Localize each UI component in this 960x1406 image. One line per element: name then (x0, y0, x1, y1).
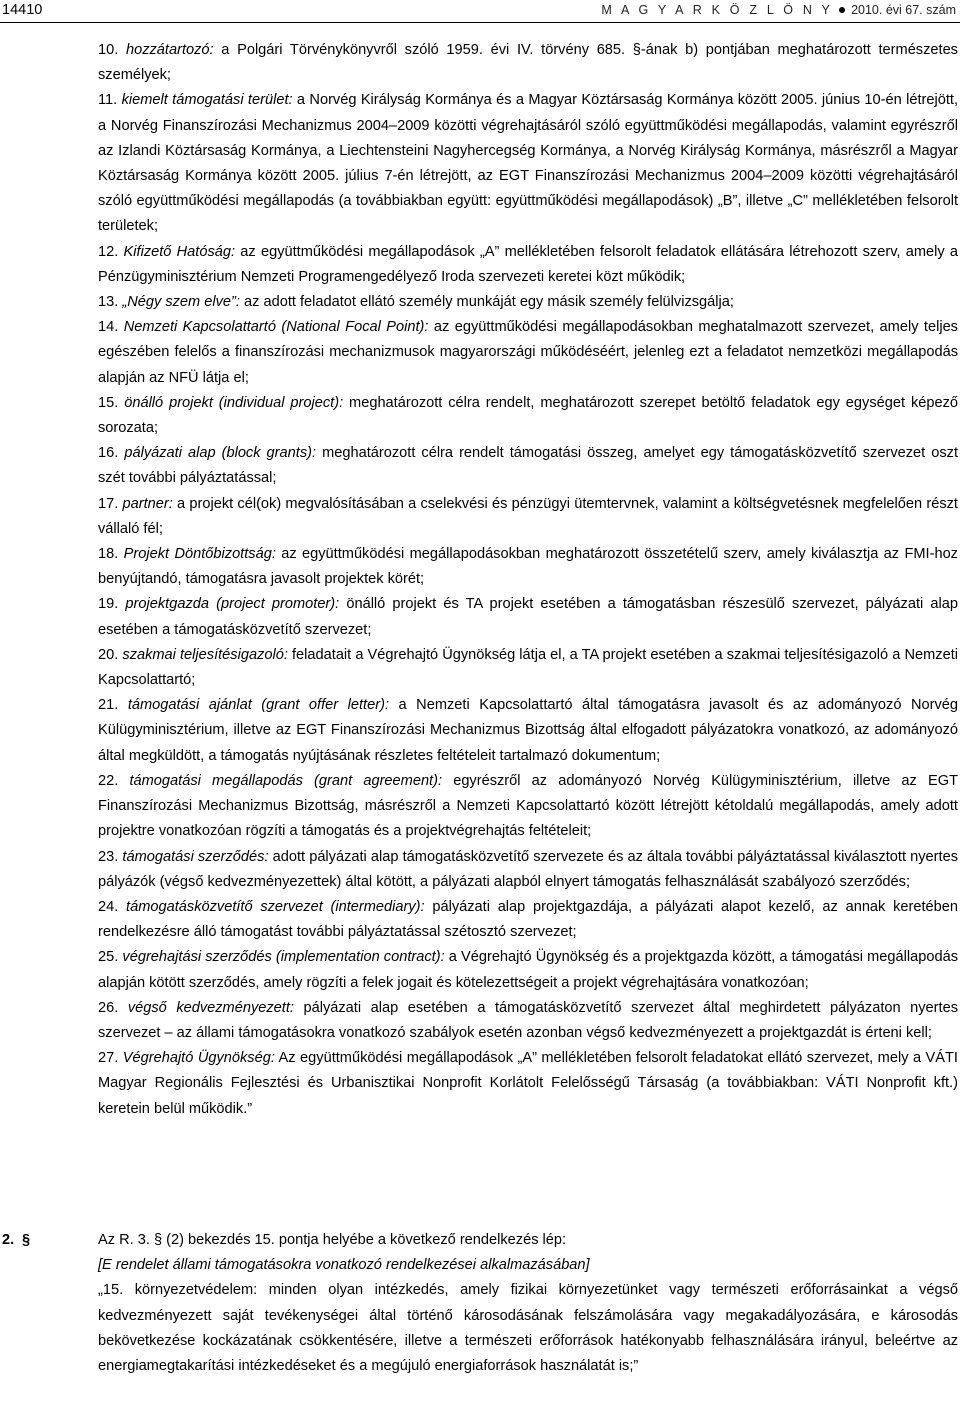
publication-name: M A G Y A R K Ö Z L Ö N Y (601, 3, 834, 17)
item-text: az együttműködési megállapodásokban meghatározott összetételű szerv, amely kiválasztja az FMI-hoz benyújtandó, támogatásra javasolt projektek körét; (98, 546, 958, 588)
item-number: 25. (98, 949, 119, 966)
item-number: 13. (98, 294, 119, 311)
item-text: feladatait a Végrehajtó Ügynökség látja el, a TA projekt esetében a szakmai teljesítésigazoló a Nemzeti Kapcsolattartó; (98, 646, 958, 689)
item-term: projektgazda (project promoter): (125, 596, 340, 613)
header-rule (0, 22, 960, 23)
item-term: partner: (122, 495, 173, 512)
item-term: önálló projekt (individual project): (124, 394, 344, 411)
definition-item (98, 492, 958, 542)
definition-item (98, 391, 958, 441)
definition-item (98, 290, 958, 315)
item-text: a Nemzeti Kapcsolattartó által támogatásra javasolt és az adományozó Norvég Külügyminisztérium, illetve az EGT Finanszírozási Mechanizmus Bizottság által elfogadott pályázatokra vonatkozó, az adományozó által megküldött, a támogatás nyújtásának részletes feltételeit tartalmazó dokumentum; (98, 697, 959, 764)
item-term: Kifizető Hatóság: (123, 243, 236, 260)
item-text: adott pályázati alap támogatásközvetítő szervezete és az általa további pályáztatással kiválasztott nyertes pályázók (végső kedvezményezettek) által kötött, a pályázati alapból elnyert támogatás felhasználását szabályozó szerződés; (98, 848, 958, 890)
item-number: 23. (98, 848, 119, 865)
page-header (0, 0, 960, 24)
item-text: az együttműködési megállapodásokban meghatalmazott szervezet, amely teljes egészében felelős a finanszírozási mechanizmusok magyarországi működéséért, jelenleg ezt a feladatot nemzetközi megállapodás alapján az NFÜ látja el; (98, 319, 958, 386)
definition-item (98, 542, 958, 592)
item-number: 11. (98, 92, 118, 109)
definition-item (98, 845, 958, 895)
item-text: egyrészről az adományozó Norvég Külügyminisztérium, illetve az EGT Finanszírozási Mechanizmus Bizottság, másrészről a Nemzeti Kapcsolattartó között létrejött kétoldalú megállapodás, amely adott projektre vonatkozóan rögzíti a támogatás és a projektvégrehajtás feltételeit; (98, 772, 958, 840)
item-number: 10. (98, 42, 119, 58)
item-text: meghatározott célra rendelt, meghatározott szerepet betöltő feladatok egy egységet képező sorozata; (98, 394, 959, 437)
page-number: 14410 (2, 2, 43, 18)
item-term: támogatási szerződés: (122, 848, 269, 865)
item-number: 17. (98, 495, 119, 512)
item-term: „Négy szem elve”: (122, 294, 240, 311)
item-number: 15. (98, 394, 119, 411)
item-number: 22. (98, 772, 119, 789)
item-number: 26. (98, 999, 119, 1016)
item-text: az adott feladatot ellátó személy munkáját egy másik személy felülvizsgálja; (239, 294, 734, 311)
definition-item (98, 1046, 958, 1122)
section-body (98, 1228, 958, 1379)
item-text: a Polgári Törvénykönyvről szóló 1959. évi IV. törvény 685. §-ának b) pontjában meghatározott természetes személyek; (98, 42, 958, 84)
item-term: támogatási ajánlat (grant offer letter): (127, 697, 390, 714)
definition-item (98, 643, 958, 693)
running-title (601, 0, 956, 20)
issue-label: 2010. évi 67. szám (851, 3, 956, 17)
item-term: végső kedvezményezett: (127, 999, 294, 1016)
section-heading: [E rendelet állami támogatásokra vonatkozó rendelkezései alkalmazásában] (98, 1257, 590, 1274)
item-text: pályázati alap projektgazdája, a pályázati alapot kezelő, az annak keretében rendelkezésre álló támogatást további pályáztatással szétosztó szervezet; (98, 898, 958, 941)
definition-item (98, 441, 958, 491)
definition-list (98, 38, 958, 1122)
section-text: „15. környezetvédelem: minden olyan intézkedés, amely fizikai környezetünket vagy természeti erőforrásainkat a végső kedvezményezett saját tevékenységei által történő károsodásának felszámolására vagy megakadályozására, e károsodás bekövetkezése kockázatának csökkentésére, illetve a természeti erőforrások hatékonyabb felhasználására irányul, beleértve az energiamegtakarítási intézkedéseket és a megújuló energiaforrások használatát is;” (98, 1282, 958, 1375)
definition-item (98, 315, 958, 391)
definition-item (98, 88, 958, 239)
item-number: 14. (98, 319, 119, 336)
definition-item (98, 769, 958, 845)
definition-item (98, 592, 958, 642)
bullet-separator-icon (839, 7, 845, 13)
item-text: a projekt cél(ok) megvalósításában a cselekvési és pénzügyi ütemtervnek, valamint a költségvetésnek megfelelően részt vállaló fél; (98, 495, 958, 537)
item-number: 18. (98, 546, 119, 563)
item-text: pályázati alap esetében a támogatásközvetítő szervezet által meghirdetett pályázaton nyertes szervezet – az állami támogatásokra vonatkozó szabályok esetén azonban végső kedvezményezett a projektgazdát is érteni kell; (98, 999, 958, 1041)
item-number: 12. (98, 243, 119, 260)
item-number: 20. (98, 646, 119, 663)
item-term: támogatásközvetítő szervezet (intermediary): (126, 898, 425, 915)
item-term: támogatási megállapodás (grant agreement): (129, 772, 443, 789)
definition-item (98, 240, 958, 290)
item-term: hozzátartozó: (125, 42, 214, 58)
item-term: szakmai teljesítésigazoló: (122, 646, 288, 663)
item-number: 24. (98, 898, 119, 915)
definition-item (98, 895, 958, 945)
item-text: a Norvég Királyság Kormánya és a Magyar Köztársaság Kormánya között 2005. június 10-én létrejött, a Norvég Finanszírozási Mechanizmus 2004–2009 közötti végrehajtásáról szóló együttműködési megállapodás, valamint egyrészről az Izlandi Köztársaság Kormánya, a Liechtensteini Nagyhercegség Kormánya, a Norvég Királyság Kormánya, másrészről a Magyar Köztársaság Kormánya között 2005. július 7-én létrejött, az EGT Finanszírozási Mechanizmus 2004–2009 közötti végrehajtásáról szóló együttműködési megállapodás (a továbbiakban együtt: együttműködési megállapodások) „B”, illetve „C” mellékletében felsorolt területek; (98, 92, 959, 235)
item-term: Nemzeti Kapcsolattartó (National Focal Point): (123, 319, 429, 336)
item-term: kiemelt támogatási terület: (121, 92, 293, 109)
item-term: Projekt Döntőbizottság: (123, 546, 276, 563)
item-text: a Végrehajtó Ügynökség és a projektgazda között, a támogatási megállapodás alapján kötött szerződés, amely rögzíti a felek jogait és kötelezettségeit a projekt végrehajtására vonatkozóan; (98, 949, 958, 991)
item-text: az együttműködési megállapodások „A” mellékletében felsorolt feladatok ellátására létrehozott szerv, amely a Pénzügyminisztérium Nemzeti Programengedélyező Iroda szervezeti keretei közt működik; (98, 243, 959, 285)
definition-item (98, 996, 958, 1046)
section-intro: Az R. 3. § (2) bekezdés 15. pontja helyébe a következő rendelkezés lép: (98, 1232, 567, 1248)
section-mark: § (22, 1232, 31, 1248)
item-number: 21. (98, 697, 119, 714)
item-term: Végrehajtó Ügynökség: (122, 1050, 275, 1067)
section-number: 2. (2, 1232, 15, 1248)
item-text: Az együttműködési megállapodások „A” mellékletében felsorolt feladatokat ellátó szervezet, mely a VÁTI Magyar Regionális Fejlesztési és Urbanisztikai Nonprofit Korlátolt Felelősségű Társaság (a továbbiakban: VÁTI Nonprofit kft.) keretein belül működik.” (98, 1050, 958, 1117)
item-text: önálló projekt és TA projekt esetében a támogatásban részesülő szervezet, pályázati alap esetében a támogatásközvetítő szervezet; (98, 596, 958, 638)
definition-item (98, 693, 958, 769)
item-term: pályázati alap (block grants): (124, 445, 317, 462)
item-term: végrehajtási szerződés (implementation contract): (122, 949, 445, 966)
definition-item (98, 38, 958, 88)
item-number: 27. (98, 1050, 119, 1067)
item-number: 19. (98, 596, 119, 613)
definition-item (98, 945, 958, 995)
item-number: 16. (98, 445, 119, 462)
item-text: meghatározott célra rendelt támogatási összeg, amelyet egy támogatásközvetítő szervezet oszt szét további pályáztatással; (98, 445, 959, 487)
